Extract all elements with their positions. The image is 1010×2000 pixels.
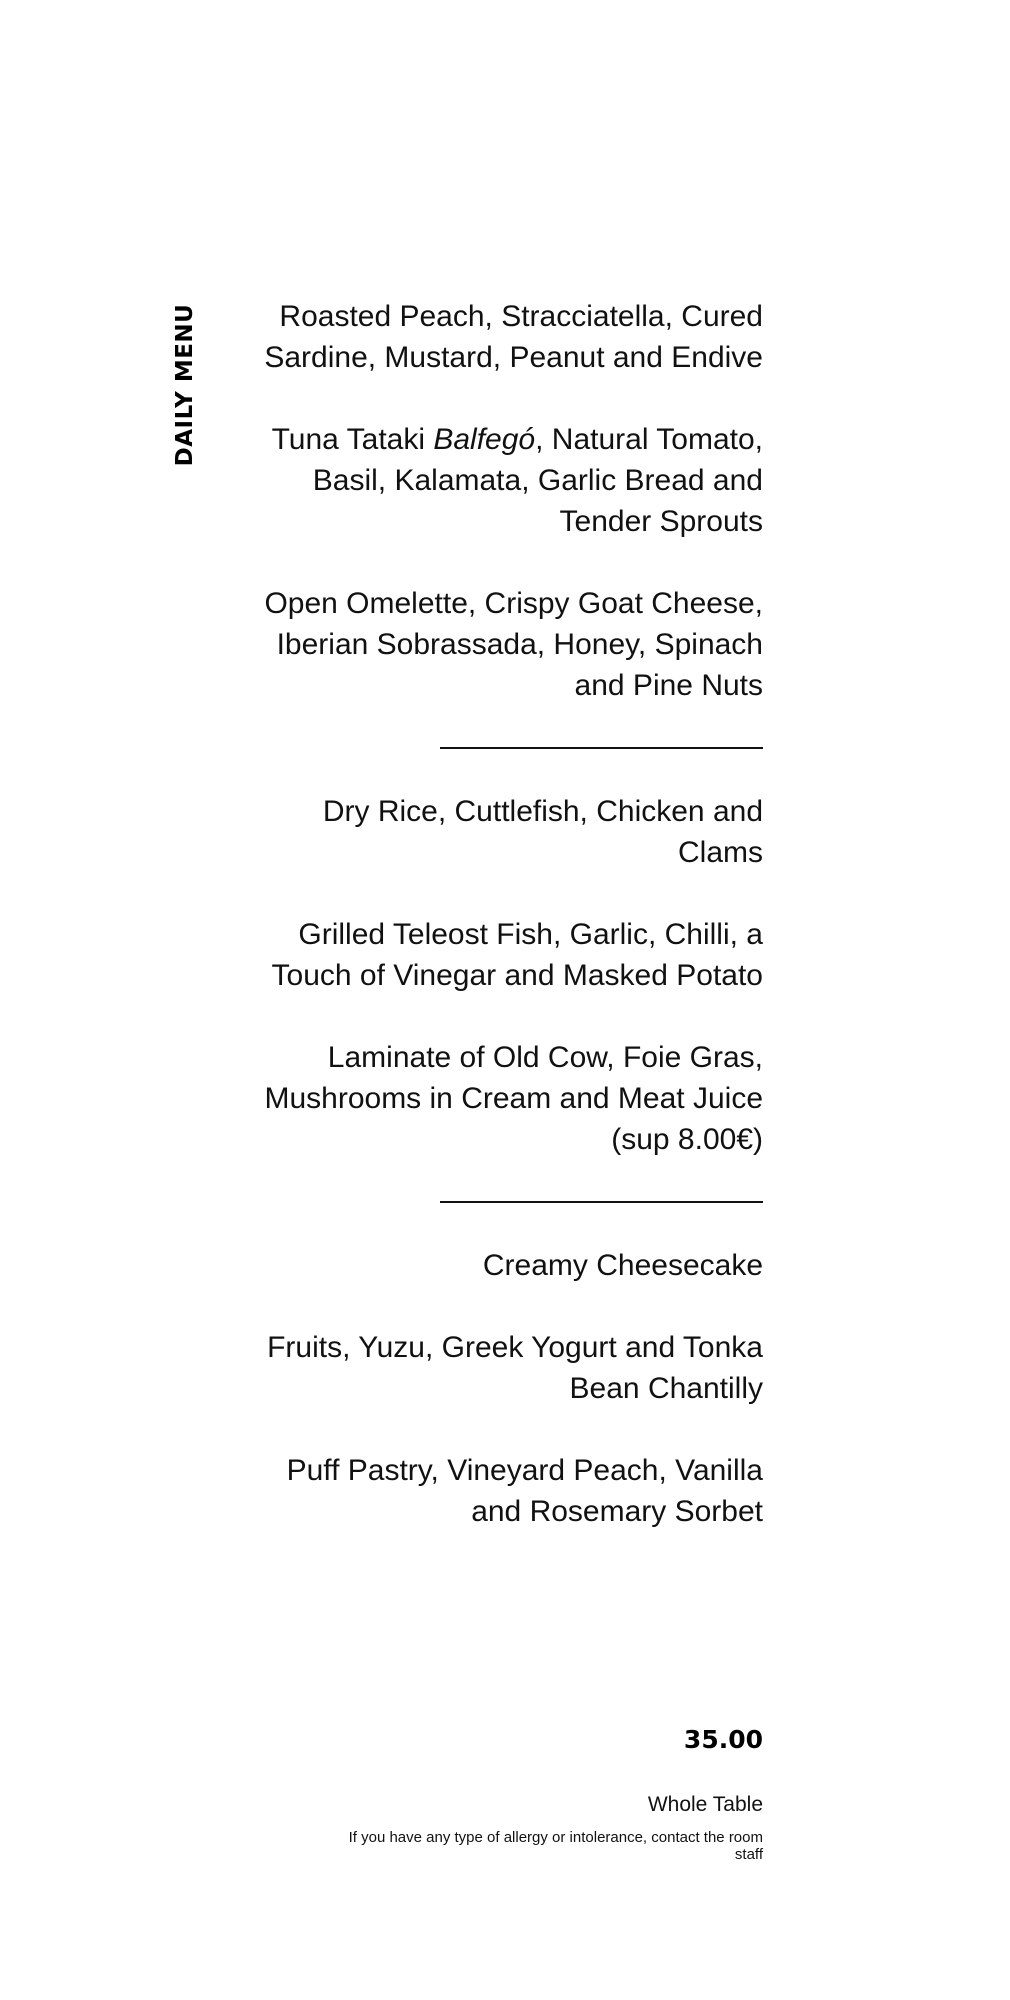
- section-divider: [440, 1201, 763, 1203]
- menu-price: 35.00: [683, 1725, 763, 1754]
- main-dish-1: [263, 791, 763, 873]
- dish-text: Grilled Teleost Fish, Garlic, Chilli, a Touch of Vinegar and Masked Potato: [271, 918, 763, 992]
- mains-section: [263, 791, 763, 1160]
- dish-text: Dry Rice, Cuttlefish, Chicken and Clams: [322, 795, 763, 869]
- section-divider: [440, 747, 763, 749]
- starter-dish-2: [263, 419, 763, 542]
- dish-text: Tuna Tataki: [271, 423, 434, 456]
- starter-dish-1: [263, 296, 763, 378]
- starters-section: [263, 296, 763, 706]
- daily-menu-title: DAILY MENU: [172, 303, 198, 467]
- dish-text: Creamy Cheesecake: [482, 1249, 763, 1282]
- dish-text: Fruits, Yuzu, Greek Yogurt and Tonka Bean Chantilly: [267, 1331, 763, 1405]
- dish-text: Roasted Peach, Stracciatella, Cured Sardine, Mustard, Peanut and Endive: [264, 300, 763, 374]
- dish-text-italic: Balfegó: [433, 423, 536, 456]
- dish-text: Puff Pastry, Vineyard Peach, Vanilla and Rosemary Sorbet: [286, 1454, 763, 1528]
- dish-text: Laminate of Old Cow, Foie Gras, Mushrooms in Cream and Meat Juice (sup 8.00€): [264, 1041, 763, 1156]
- main-dish-2: [263, 914, 763, 996]
- dessert-dish-3: [263, 1450, 763, 1532]
- desserts-section: [263, 1245, 763, 1532]
- price-note: Whole Table: [647, 1793, 763, 1816]
- dessert-dish-2: [263, 1327, 763, 1409]
- dish-text: , Natural Tomato, Basil, Kalamata, Garlic Bread and Tender Sprouts: [312, 423, 763, 538]
- dish-text: Open Omelette, Crispy Goat Cheese, Iberian Sobrassada, Honey, Spinach and Pine Nuts: [264, 587, 763, 702]
- menu-list: [263, 296, 763, 1532]
- dessert-dish-1: [263, 1245, 763, 1286]
- starter-dish-3: [263, 583, 763, 706]
- allergy-note: If you have any type of allergy or intolerance, contact the room staff: [348, 1829, 763, 1863]
- main-dish-3: [263, 1037, 763, 1160]
